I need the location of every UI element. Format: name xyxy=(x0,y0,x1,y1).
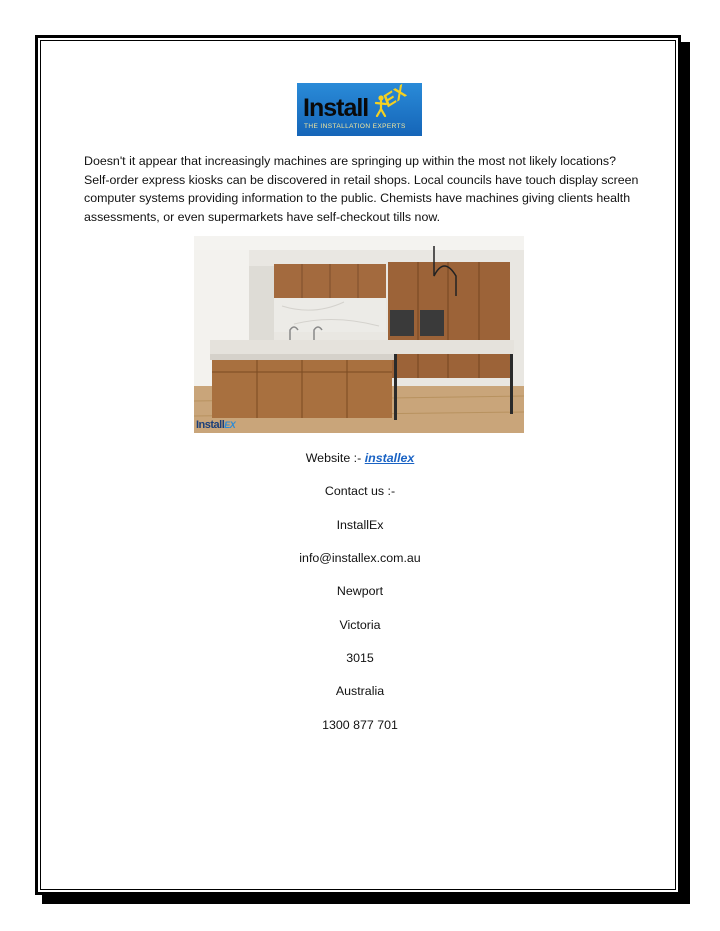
website-line xyxy=(0,451,720,465)
logo-tagline: THE INSTALLATION EXPERTS xyxy=(304,123,406,130)
logo-wordmark: Install xyxy=(303,94,369,122)
website-label: Website :- xyxy=(305,451,365,465)
installex-logo xyxy=(297,83,422,136)
body-paragraph: Doesn't it appear that increasingly machines are springing up within the most not likely locations? Self-order express kiosks can be discovered in retail shops. Local councils have touch display screen computer systems providing information to the public. Chemists have machines giving clients health assessments, or even supermarkets have self-checkout tills now. xyxy=(84,154,639,224)
contact-label: Contact us :- xyxy=(324,484,396,498)
kitchen-illustration xyxy=(194,236,524,433)
suburb: Newport xyxy=(336,584,384,598)
logo-accent: EX xyxy=(379,81,411,111)
photo-watermark: InstallEX xyxy=(196,419,236,431)
company-name: InstallEx xyxy=(336,518,384,532)
state: Victoria xyxy=(339,618,381,632)
postcode: 3015 xyxy=(346,651,374,665)
kitchen-photo xyxy=(194,236,524,433)
phone-number: 1300 877 701 xyxy=(322,718,398,732)
website-link[interactable]: installex xyxy=(364,451,415,465)
email-address: info@installex.com.au xyxy=(299,551,421,565)
country: Australia xyxy=(335,684,385,698)
